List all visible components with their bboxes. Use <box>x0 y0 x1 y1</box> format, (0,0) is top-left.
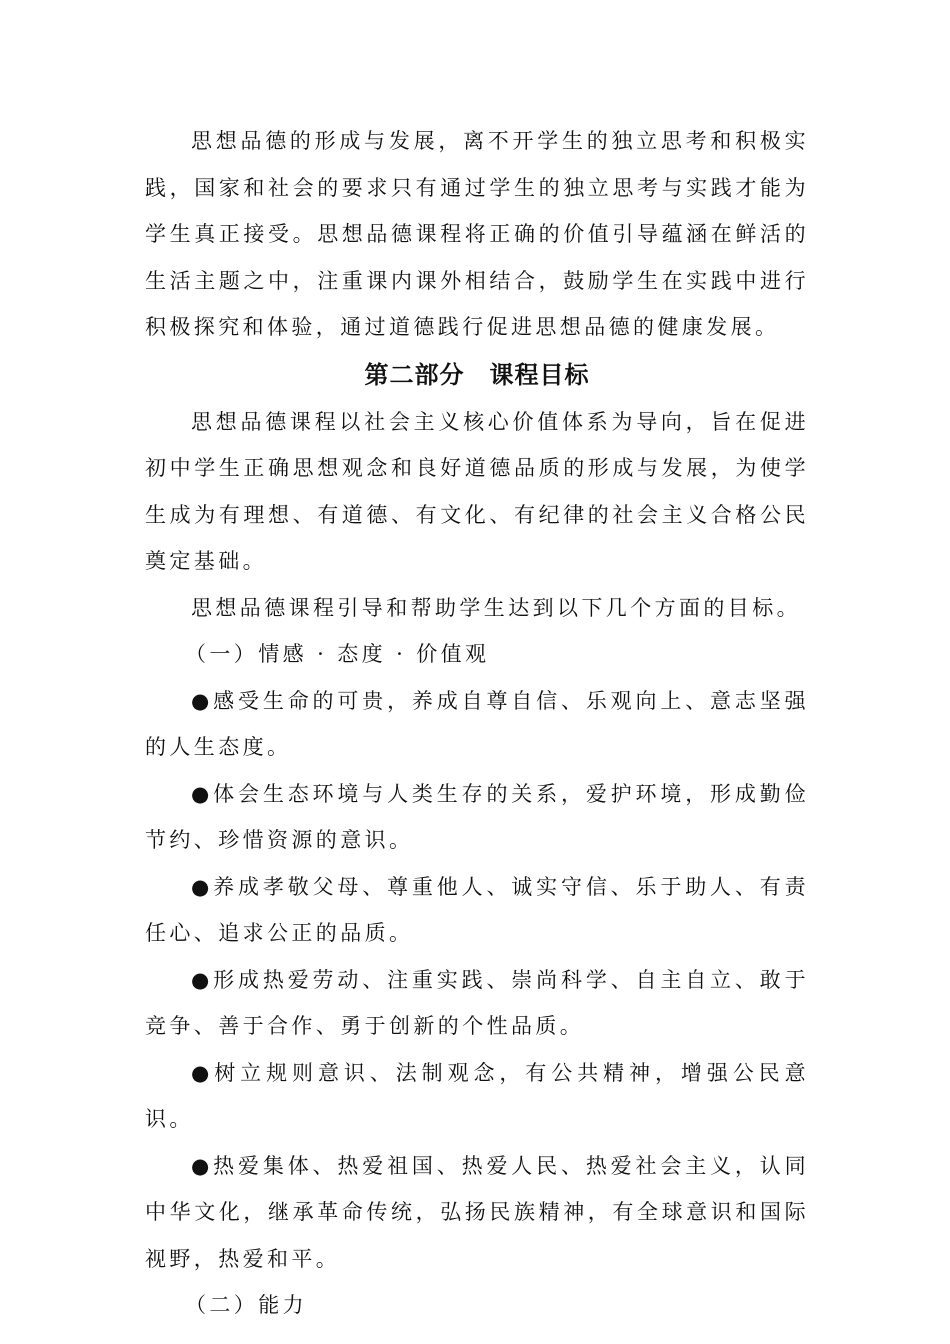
bullet-item: ●热爱集体、热爱祖国、热爱人民、热爱社会主义，认同中华文化，继承革命传统，弘扬民族精神，有全球意识和国际视野，热爱和平。 <box>145 1153 809 1271</box>
subsection-heading-attitudes: （一）情感 · 态度 · 价值观 <box>185 642 490 666</box>
section-heading: 第二部分 课程目标 <box>364 359 590 389</box>
bullet-item: ●形成热爱劳动、注重实践、崇尚科学、自主自立、敢于竞争、善于合作、勇于创新的个性品质。 <box>145 967 809 1038</box>
document-body <box>145 118 809 1329</box>
bullet-item: ●树立规则意识、法制观念，有公共精神，增强公民意识。 <box>145 1060 809 1131</box>
bullet-item: ●体会生态环境与人类生存的关系，爱护环境，形成勤俭节约、珍惜资源的意识。 <box>145 781 809 852</box>
bullet-item: ●养成孝敬父母、尊重他人、诚实守信、乐于助人、有责任心、追求公正的品质。 <box>145 874 809 945</box>
aims-intro-paragraph: 思想品德课程引导和帮助学生达到以下几个方面的目标。 <box>191 595 801 620</box>
subsection-heading-ability: （二）能力 <box>185 1293 307 1317</box>
bullet-item: ●感受生命的可贵，养成自尊自信、乐观向上、意志坚强的人生态度。 <box>145 688 809 759</box>
goal-paragraph: 思想品德课程以社会主义核心价值体系为导向，旨在促进初中学生正确思想观念和良好道德品质的形成与发展，为使学生成为有理想、有道德、有文化、有纪律的社会主义合格公民奠定基础。 <box>145 409 809 573</box>
intro-paragraph: 思想品德的形成与发展，离不开学生的独立思考和积极实践，国家和社会的要求只有通过学生的独立思考与实践才能为学生真正接受。思想品德课程将正确的价值引导蕴涵在鲜活的生活主题之中，注重课内课外相结合，鼓励学生在实践中进行积极探究和体验，通过道德践行促进思想品德的健康发展。 <box>145 129 809 339</box>
